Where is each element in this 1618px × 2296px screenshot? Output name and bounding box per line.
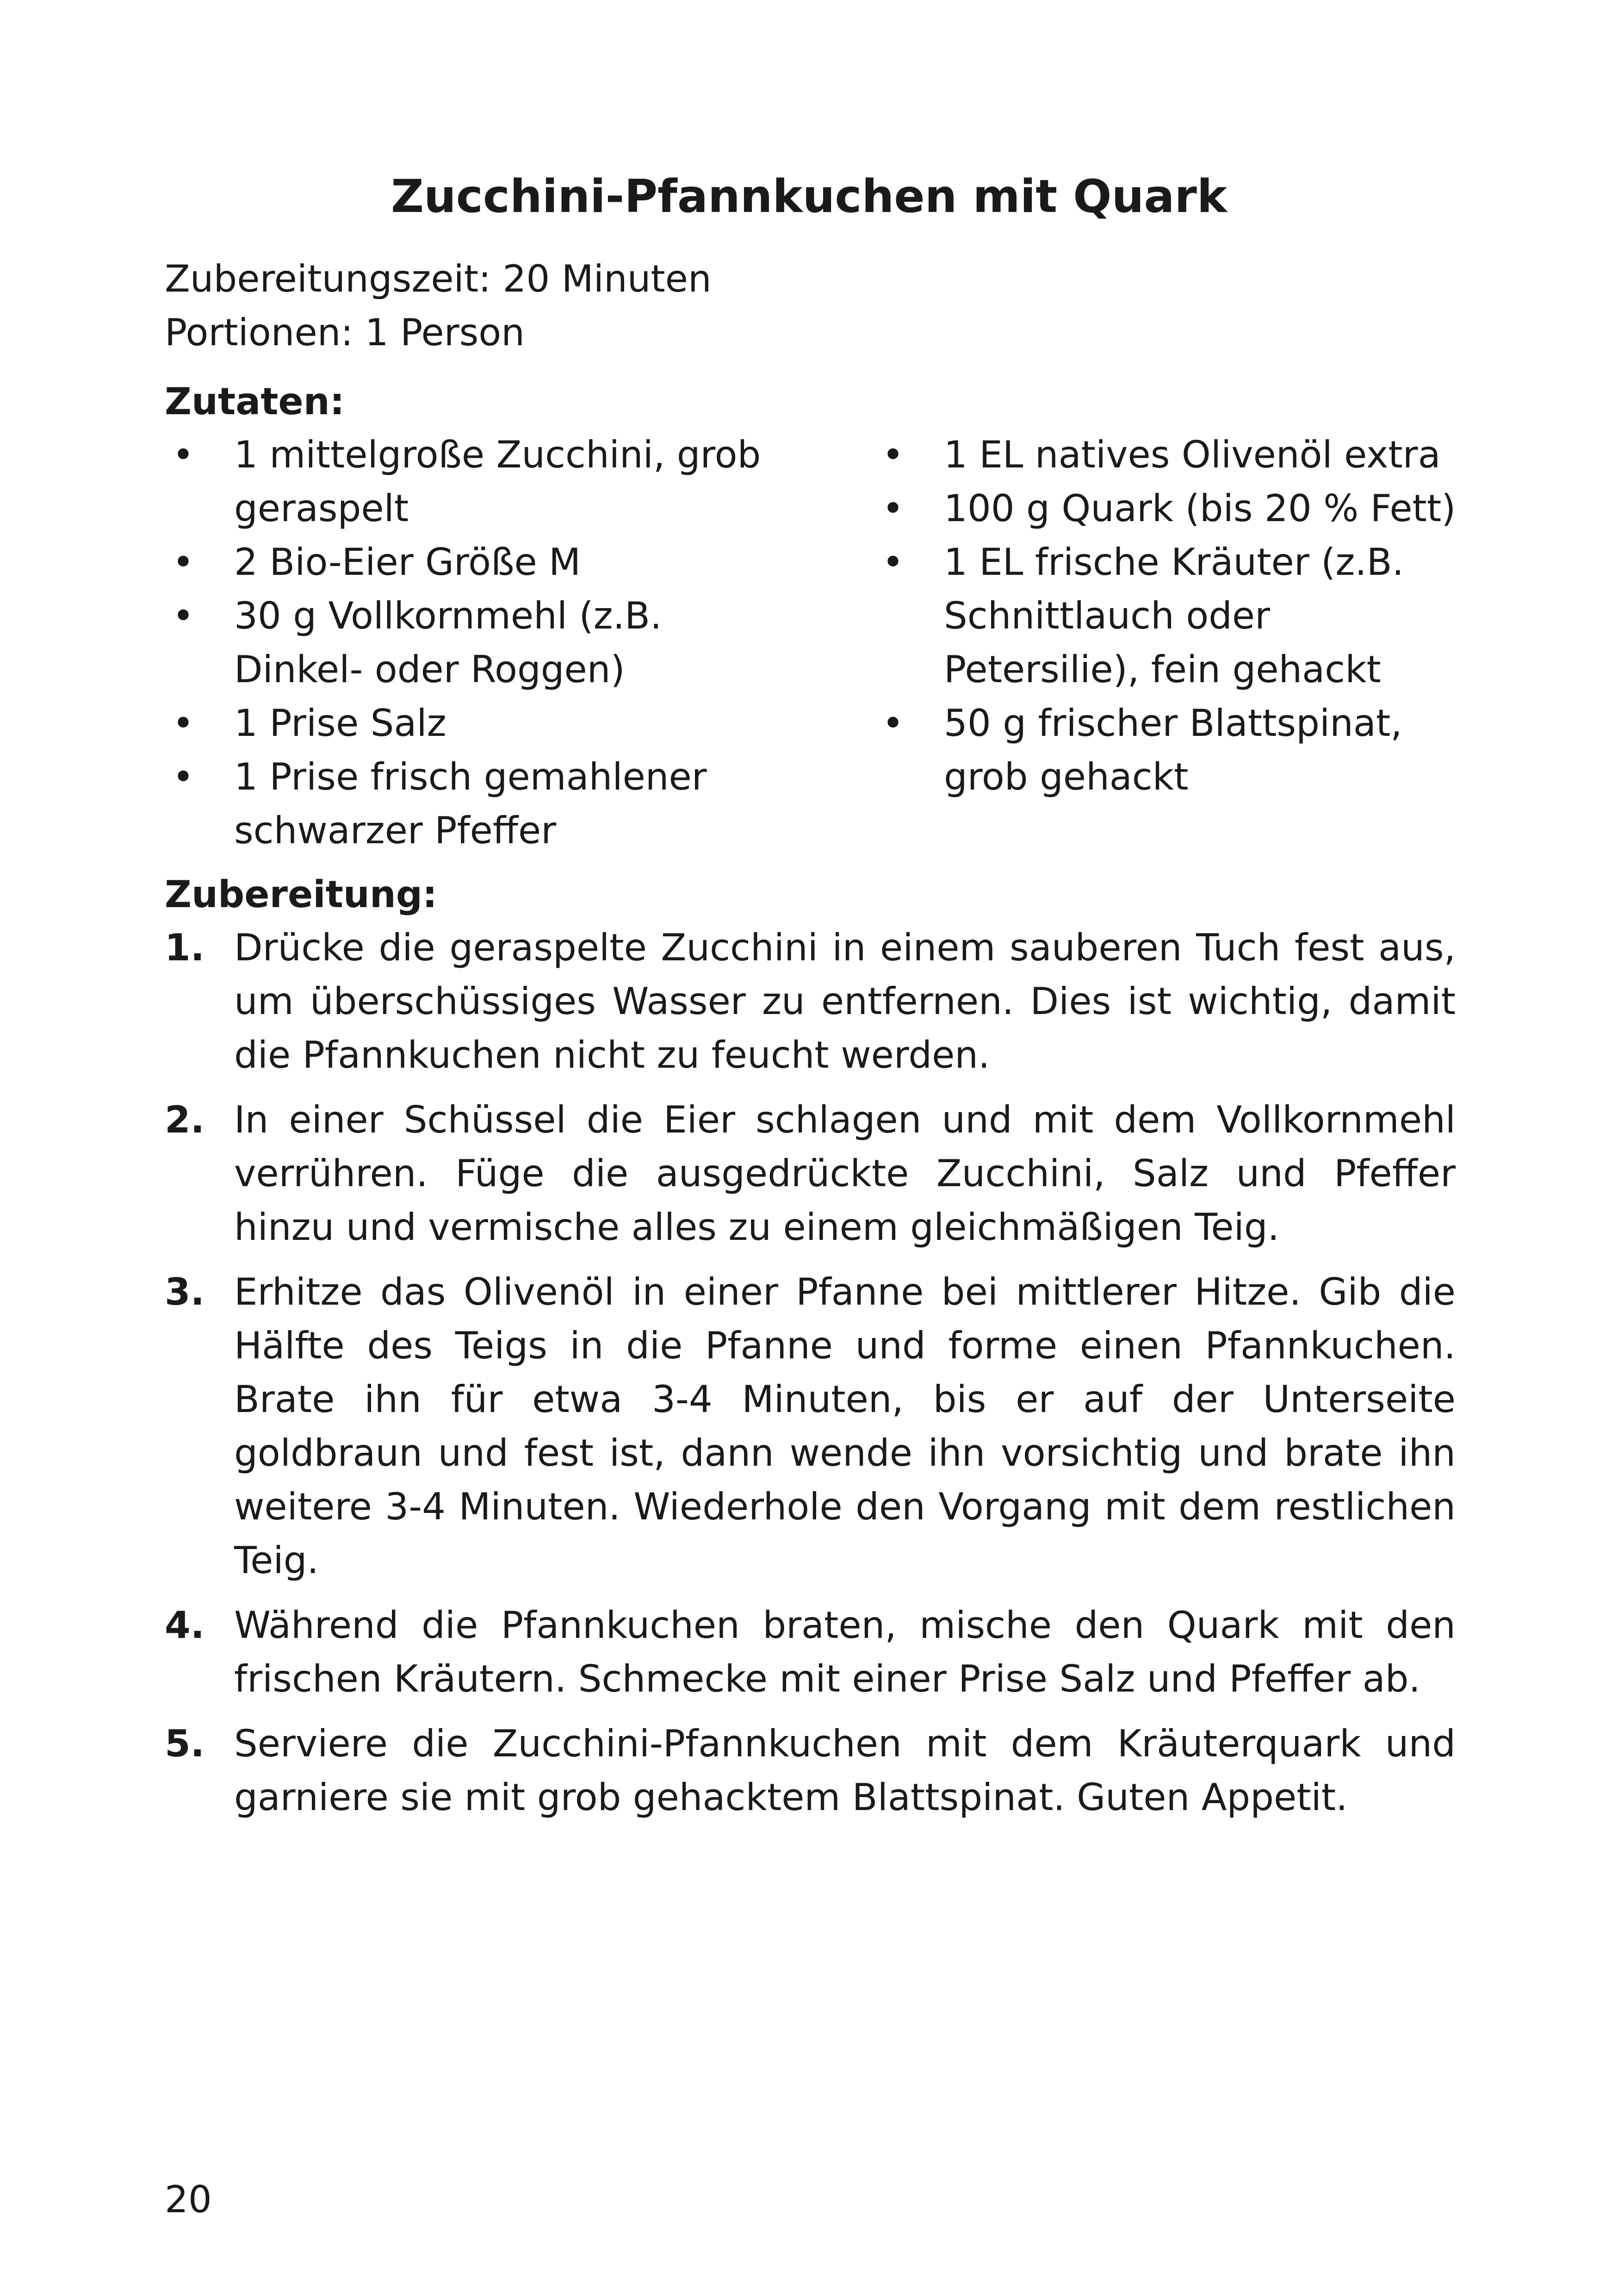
servings: Portionen: 1 Person [165,311,525,354]
ingredient-item [165,750,766,858]
step-number: 3. [165,1270,205,1313]
ingredients-list-right [874,428,1476,804]
step-text: Drücke die geraspelte Zucchini in einem sauberen Tuch fest aus, um überschüssiges Wasser zu entfernen. Dies ist wichtig, damit die Pfannkuchen nicht zu feucht werden. [234,926,1456,1076]
bullet-icon: • [882,541,904,584]
ingredient-text: 1 Prise Salz [234,702,446,745]
step-item [165,1265,1456,1587]
ingredient-item [874,697,1476,804]
ingredient-text: 1 EL natives Olivenöl extra [944,433,1441,476]
ingredient-text: 1 mittelgroße Zucchini, grob geraspelt [234,433,761,530]
bullet-icon: • [882,487,904,530]
step-text: Während die Pfannkuchen braten, mische den Quark mit den frischen Kräutern. Schmecke mit einer Prise Salz und Pfeffer ab. [234,1604,1456,1700]
ingredients-list-left [165,428,766,858]
ingredient-item [165,428,766,535]
ingredient-text: 1 EL frische Kräuter (z.B. Schnittlauch oder Petersilie), fein gehackt [944,541,1404,691]
bullet-icon: • [172,594,194,637]
ingredient-item [874,428,1476,482]
bullet-icon: • [172,755,194,798]
step-item [165,1717,1456,1824]
bullet-icon: • [172,702,194,745]
ingredient-item [165,589,766,697]
ingredient-text: 30 g Vollkornmehl (z.B. Dinkel- oder Roggen) [234,594,662,691]
step-number: 1. [165,926,205,969]
step-number: 5. [165,1722,205,1765]
ingredient-item [165,535,766,589]
ingredients-heading: Zutaten: [165,380,345,423]
recipe-title: Zucchini-Pfannkuchen mit Quark [391,170,1227,223]
ingredient-item [874,535,1476,697]
bullet-icon: • [882,433,904,476]
bullet-icon: • [172,433,194,476]
preparation-steps [165,921,1456,1836]
bullet-icon: • [172,541,194,584]
ingredient-text: 1 Prise frisch gemahlener schwarzer Pfeffer [234,755,707,852]
prep-time: Zubereitungszeit: 20 Minuten [165,257,712,300]
ingredient-text: 50 g frischer Blattspinat, grob gehackt [944,702,1402,798]
ingredient-item [874,482,1476,535]
step-text: Serviere die Zucchini-Pfannkuchen mit dem Kräuterquark und garniere sie mit grob gehacktem Blattspinat. Guten Appetit. [234,1722,1456,1819]
preparation-heading: Zubereitung: [165,873,438,916]
step-item [165,921,1456,1082]
step-item [165,1093,1456,1254]
step-text: In einer Schüssel die Eier schlagen und mit dem Vollkornmehl verrühren. Füge die ausgedrückte Zucchini, Salz und Pfeffer hinzu und vermische alles zu einem gleichmäßigen Teig. [234,1098,1456,1249]
step-text: Erhitze das Olivenöl in einer Pfanne bei mittlerer Hitze. Gib die Hälfte des Teigs in die Pfanne und forme einen Pfannkuchen. Brate ihn für etwa 3-4 Minuten, bis er auf der Unterseite goldbraun und fest ist, dann wende ihn vorsichtig und brate ihn weitere 3-4 Minuten. Wiederhole den Vorgang mit dem restlichen Teig. [234,1270,1456,1582]
ingredient-item [165,697,766,750]
page-number: 20 [165,2178,212,2221]
step-number: 4. [165,1604,205,1647]
bullet-icon: • [882,702,904,745]
ingredient-text: 100 g Quark (bis 20 % Fett) [944,487,1456,530]
recipe-meta [165,252,712,360]
ingredient-text: 2 Bio-Eier Größe M [234,541,581,584]
step-number: 2. [165,1098,205,1141]
step-item [165,1599,1456,1706]
